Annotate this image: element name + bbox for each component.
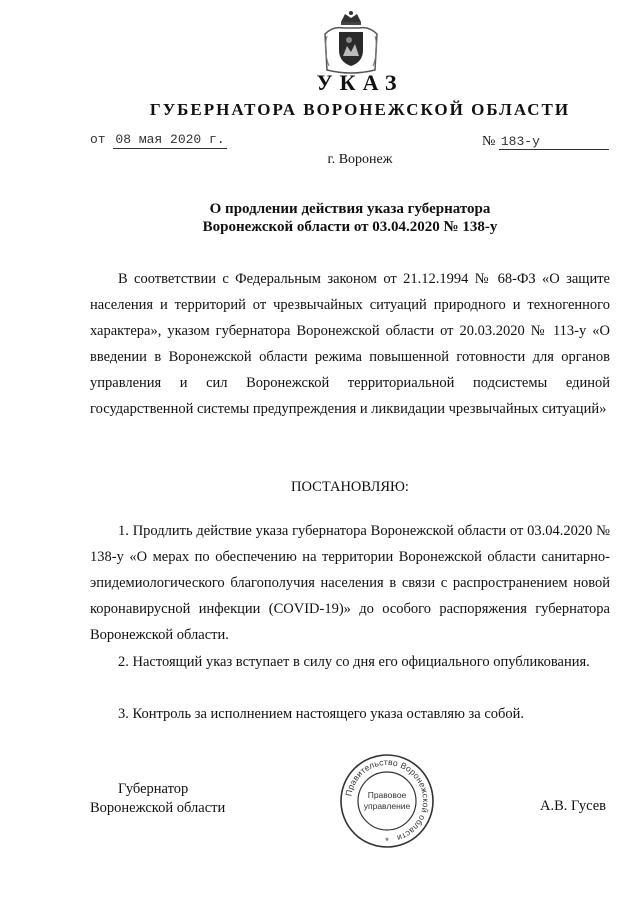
decree-word: ПОСТАНОВЛЯЮ:	[291, 479, 409, 495]
preamble-paragraph: В соответствии с Федеральным законом от 21.12.1994 № 68-ФЗ «О защите населения и территорий от чрезвычайных ситуаций природного и техногенного характера», указом губернатора Воронежской области от 20.03.2020 № 113-у «О введении в Воронежской области режима повышенной готовности для органов управления и сил Воронежской территориальной подсистемы единой государственной системы предупреждения и ликвидации чрезвычайных ситуаций»	[90, 271, 610, 417]
clause-2: 2. Настоящий указ вступает в силу со дня его официального опубликования.	[118, 654, 590, 670]
coat-of-arms-icon	[319, 10, 383, 76]
document-type-title: УКАЗ	[316, 70, 404, 95]
issuer-title: ГУБЕРНАТОРА ВОРОНЕЖСКОЙ ОБЛАСТИ	[149, 100, 571, 119]
subject-heading	[150, 200, 550, 236]
signatory-position	[90, 780, 225, 818]
seal-center-line-2: управление	[363, 801, 411, 811]
position-line-2: Воронежской области	[90, 800, 226, 816]
date-line	[90, 132, 227, 147]
clause-3: 3. Контроль за исполнением настоящего указа оставляю за собой.	[118, 706, 525, 722]
seal-ring-text: Правительство Воронежской области	[343, 756, 432, 844]
number-value: 183-у	[499, 134, 609, 150]
seal-star: *	[385, 836, 389, 846]
signatory-name: А.В. Гусев	[540, 798, 606, 814]
subject-line-2: Воронежской области от 03.04.2020 № 138-у	[202, 219, 498, 235]
position-line-1: Губернатор	[118, 781, 189, 797]
date-prefix: от	[90, 132, 106, 147]
clause-1: 1. Продлить действие указа губернатора Воронежской области от 03.04.2020 № 138-у «О мерах по обеспечению на территории Воронежской области санитарно-эпидемиологического благополучия населения в связи с распространением новой коронавирусной инфекции (COVID-19)» до особого распоряжения губернатора Воронежской области.	[90, 523, 610, 643]
subject-line-1: О продлении действия указа губернатора	[209, 201, 491, 217]
seal-center-line-1: Правовое	[367, 790, 407, 800]
number-line	[482, 134, 609, 150]
official-seal	[338, 752, 436, 850]
date-value: 08 мая 2020 г.	[115, 132, 225, 147]
city: г. Воронеж	[327, 152, 393, 167]
number-sign: №	[482, 134, 496, 149]
